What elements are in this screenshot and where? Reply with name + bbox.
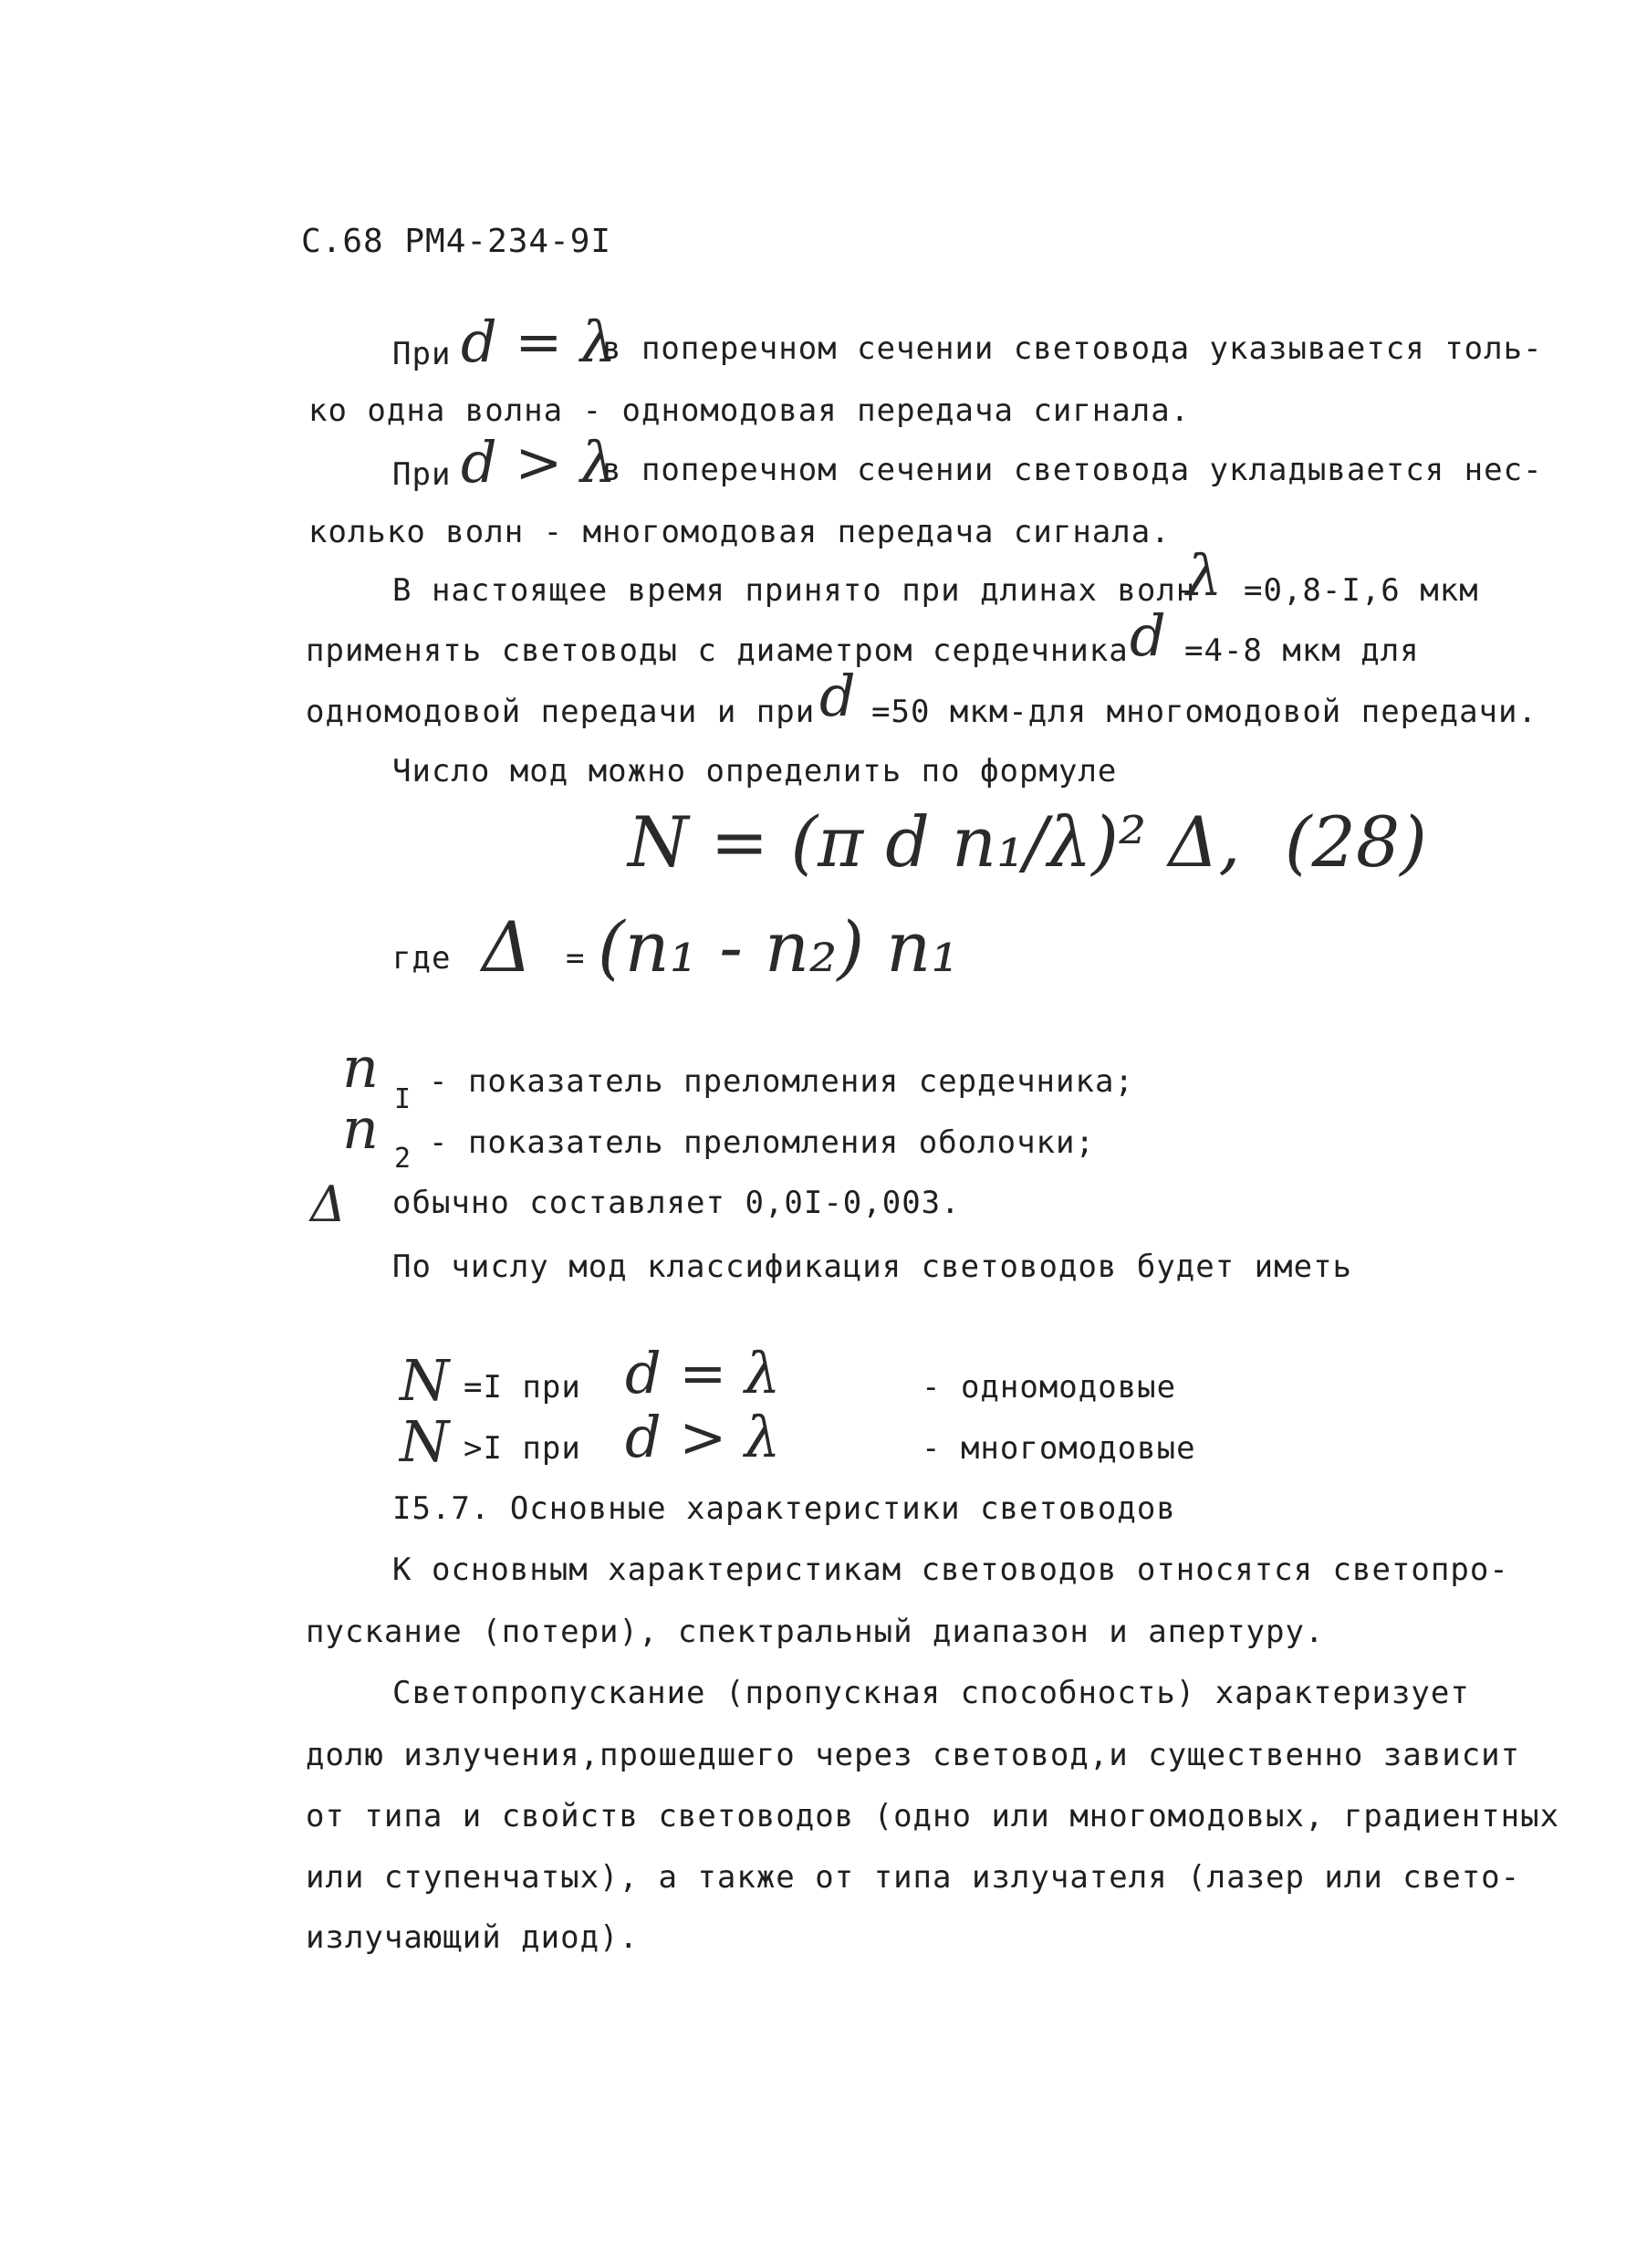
classification-relation: d > λ xyxy=(625,1404,781,1470)
para3-line2b: =4-8 мкм для xyxy=(1184,632,1420,669)
definition-symbol: n xyxy=(342,1095,379,1162)
para3-line1b: =0,8-I,6 мкм xyxy=(1244,572,1479,609)
para7-line: излучающий диод). xyxy=(306,1919,639,1956)
definition-subscript: 2 xyxy=(394,1143,412,1175)
para6-line: К основным характеристикам световодов относятся светопро- xyxy=(392,1552,1509,1588)
para7-line: долю излучения,прошедшего через световод,и существенно зависит xyxy=(306,1737,1521,1773)
definition-subscript: I xyxy=(394,1083,412,1115)
classification-n: N xyxy=(400,1347,450,1414)
para5: По числу мод классификация световодов будет иметь xyxy=(392,1249,1353,1285)
para3-d1: d xyxy=(1130,602,1166,669)
classification-condition: >I при xyxy=(464,1430,581,1467)
definition-symbol: Δ xyxy=(310,1176,346,1233)
para6-line: пускание (потери), спектральный диапазон и апертуру. xyxy=(306,1614,1325,1650)
definition-text: обычно составляет 0,0I-0,003. xyxy=(392,1185,961,1221)
formula-28: N = (π d n₁/λ)² Δ, (28) xyxy=(628,801,1427,883)
where-eq: = xyxy=(566,940,586,977)
para1-text: в поперечном сечении световода указывается толь- xyxy=(602,330,1543,367)
classification-n: N xyxy=(400,1408,450,1475)
para1-condition: d = λ xyxy=(461,308,617,375)
para2-line2: колько волн - многомодовая передача сигнала. xyxy=(308,514,1171,550)
para3-d2: d xyxy=(819,663,856,729)
classification-relation: d = λ xyxy=(625,1340,781,1406)
para2-text: в поперечном сечении световода укладывается нес- xyxy=(602,452,1543,488)
para2-pri: При xyxy=(392,456,452,493)
para3-line1a: В настоящее время принято при длинах волн xyxy=(392,572,1196,609)
page-header: С.68 РМ4-234-9I xyxy=(301,223,612,260)
para7-line: Светопропускание (пропускная способность) характеризует xyxy=(392,1675,1470,1711)
para4: Число мод можно определить по формуле xyxy=(392,753,1118,789)
para7-line: от типа и свойств световодов (одно или многомодовых, градиентных xyxy=(306,1798,1560,1834)
where-label: где xyxy=(392,940,452,977)
classification-condition: =I при xyxy=(464,1369,581,1406)
para1-pri: При xyxy=(392,336,452,372)
para3-line2a: применять световоды с диаметром сердечника xyxy=(306,632,1129,669)
where-expr: (n₁ - n₂) n₁ xyxy=(598,906,959,988)
para2-condition: d > λ xyxy=(461,429,617,496)
definition-symbol: n xyxy=(342,1034,379,1101)
para3-line3b: =50 мкм-для многомодовой передачи. xyxy=(871,694,1537,730)
definition-text: - показатель преломления оболочки; xyxy=(429,1124,1095,1161)
where-delta: Δ xyxy=(482,906,532,988)
classification-label: - одномодовые xyxy=(922,1369,1177,1406)
section-heading: I5.7. Основные характеристики световодов xyxy=(392,1490,1176,1527)
para1-line2: ко одна волна - одномодовая передача сигнала. xyxy=(308,392,1191,429)
para7-line: или ступенчатых), а также от типа излучателя (лазер или свето- xyxy=(306,1859,1521,1896)
para3-line3a: одномодовой передачи и при xyxy=(306,694,816,730)
definition-text: - показатель преломления сердечника; xyxy=(429,1063,1134,1100)
para3-lambda: λ xyxy=(1186,542,1223,609)
classification-label: - многомодовые xyxy=(922,1430,1196,1467)
